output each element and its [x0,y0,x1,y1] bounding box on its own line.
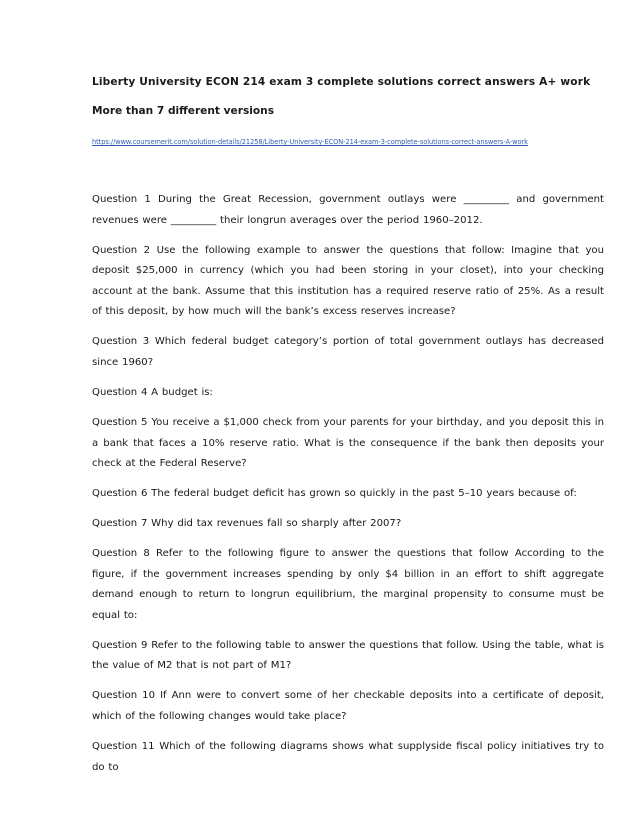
question-2: Question 2 Use the following example to answer the questions that follow: Imagine that you deposit $25,000 in currency (which you had been storing in your closet), into your checking account at the bank. Assume that this institution has a required reserve ratio of 25%. As a result of this deposit, by how much will the bank’s excess reserves increase? [92,244,604,318]
question-7: Question 7 Why did tax revenues fall so sharply after 2007? [92,518,402,530]
document-title: Liberty University ECON 214 exam 3 complete solutions correct answers A+ work [92,76,591,88]
question-8: Question 8 Refer to the following figure to answer the questions that follow According to the figure, if the government increases spending by only $4 billion in an effort to shift aggregate demand enough to return to longrun equilibrium, the marginal propensity to consume must be equal to: [92,548,604,621]
source-link[interactable]: https://www.coursemerit.com/solution-details/21258/Liberty-University-ECON-214-exam-3-complete-solutions-correct-answers-A-work [92,138,528,146]
document-subtitle: More than 7 different versions [92,105,275,117]
question-1: Question 1 During the Great Recession, government outlays were _________ and government revenues were _________ their longrun averages over the period 1960–2012. [92,194,604,226]
question-11: Question 11 Which of the following diagrams shows what supplyside fiscal policy initiatives try to do to [92,740,604,773]
question-9: Question 9 Refer to the following table to answer the questions that follow. Using the table, what is the value of M2 that is not part of M1? [92,639,604,672]
question-3: Question 3 Which federal budget category’s portion of total government outlays has decreased since 1960? [92,336,604,368]
question-5: Question 5 You receive a $1,000 check from your parents for your birthday, and you deposit this in a bank that faces a 10% reserve ratio. What is the consequence if the bank then deposits your check at the Federal Reserve? [92,416,604,470]
question-4: Question 4 A budget is: [92,386,213,398]
question-10: Question 10 If Ann were to convert some of her checkable deposits into a certificate of deposit, which of the following changes would take place? [92,690,604,722]
question-list [92,190,604,788]
question-6: Question 6 The federal budget deficit has grown so quickly in the past 5–10 years because of: [92,488,577,500]
